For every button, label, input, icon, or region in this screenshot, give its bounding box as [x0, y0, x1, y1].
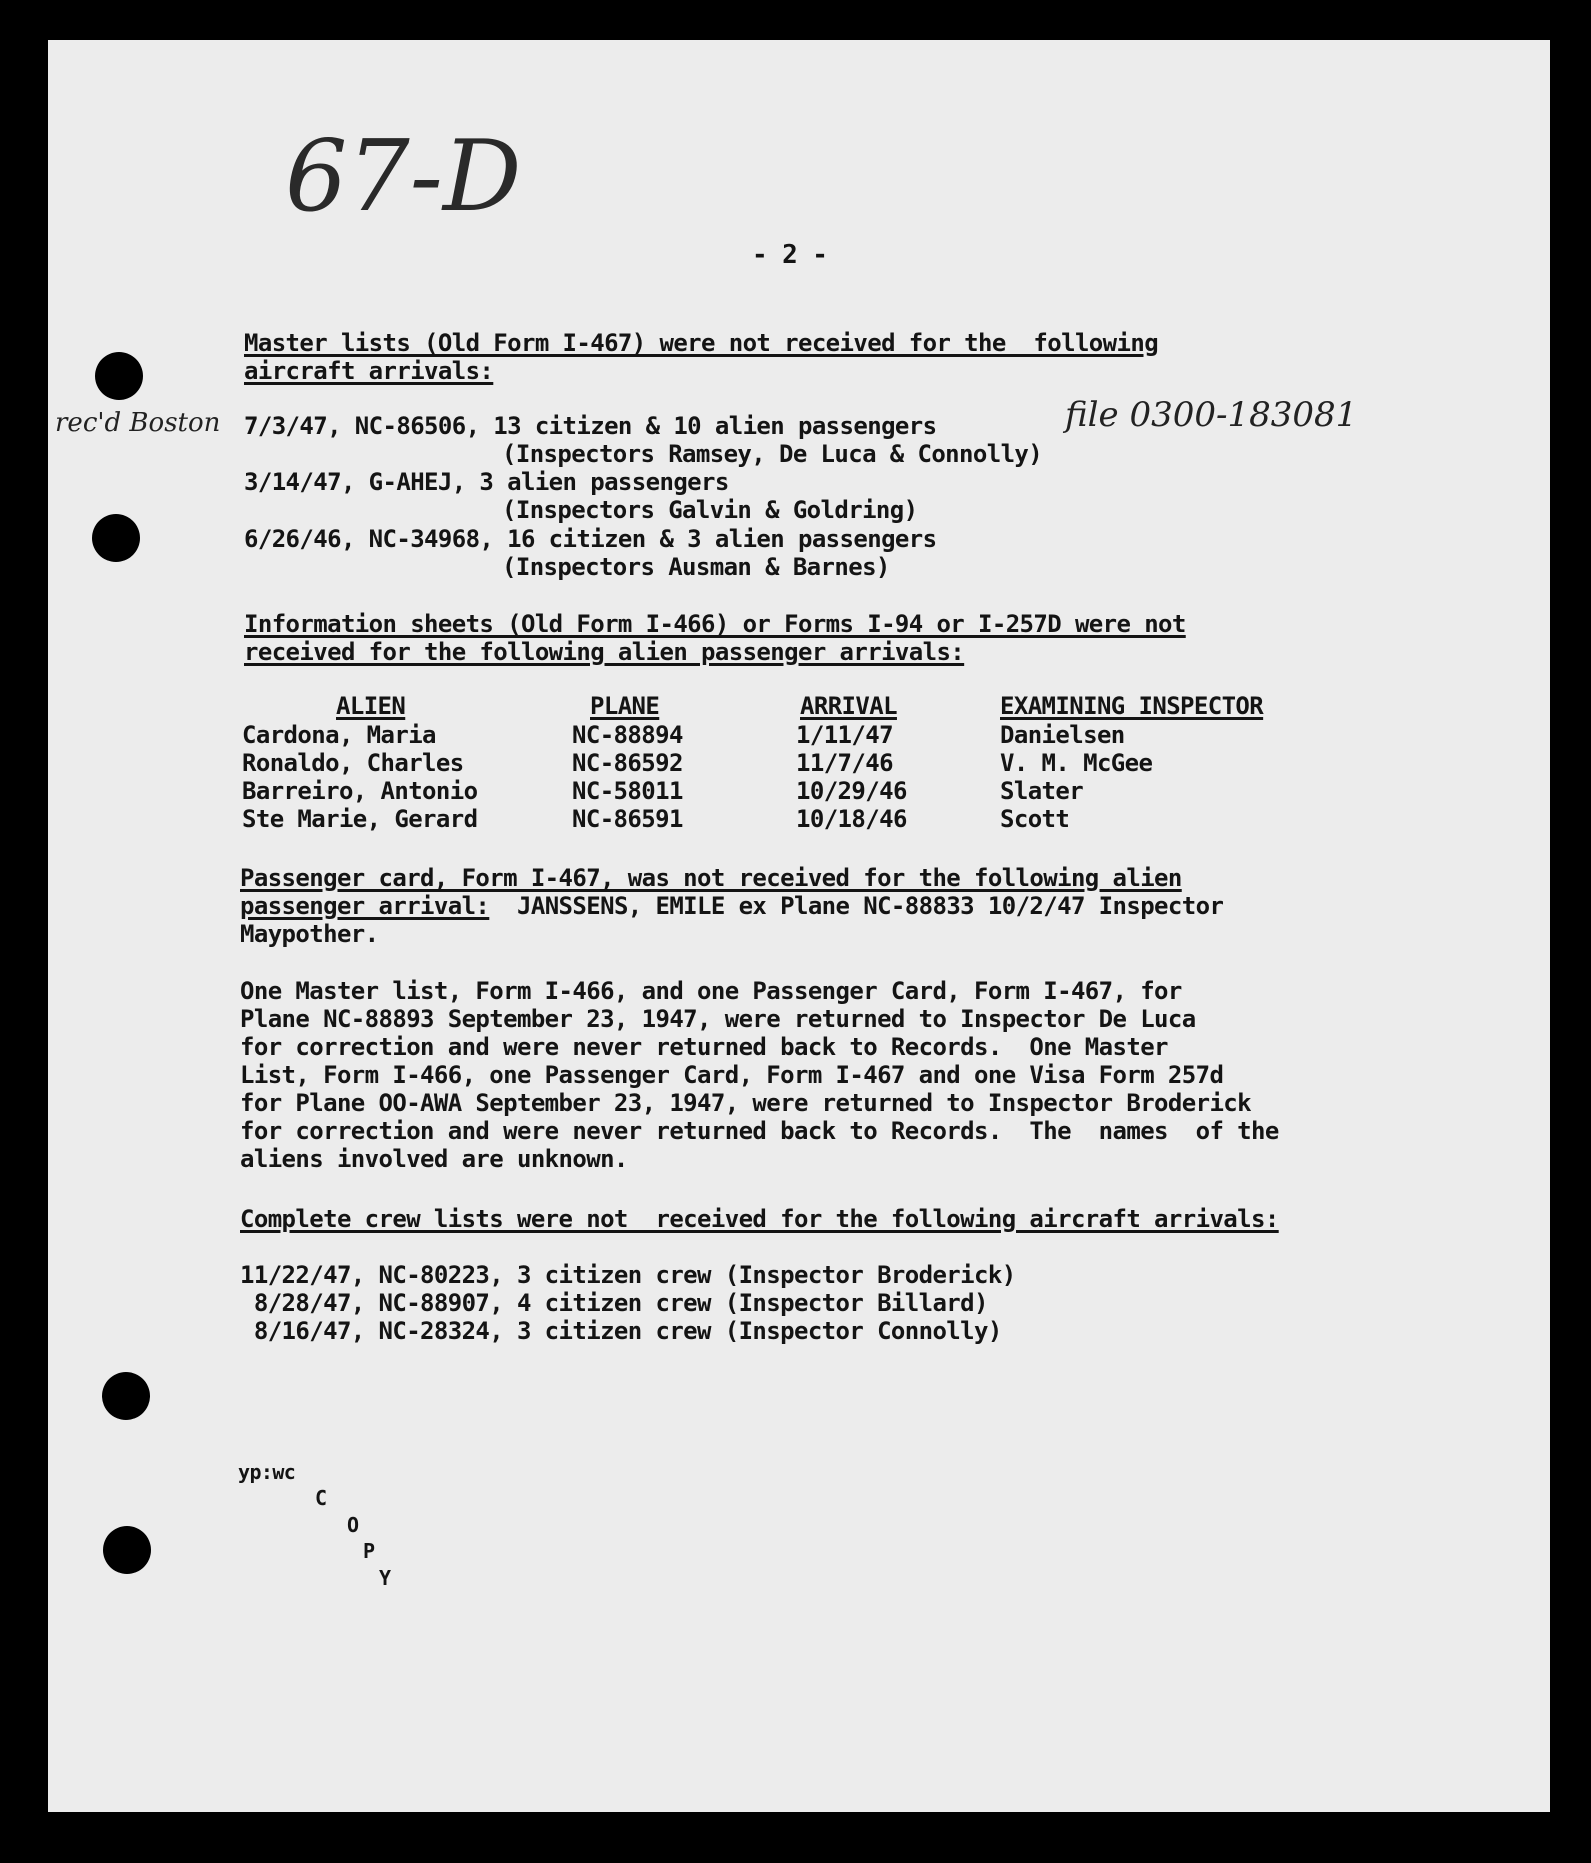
- master-list-entry-inspectors: (Inspectors Ramsey, De Luca & Connolly): [502, 440, 1043, 468]
- master-lists-heading-line2: aircraft arrivals:: [244, 357, 494, 385]
- handwritten-file-reference: file 0300-183081: [1065, 395, 1358, 435]
- page-number: - 2 -: [752, 240, 828, 270]
- copy-letter: C: [315, 1486, 327, 1510]
- copy-letter: Y: [379, 1566, 391, 1590]
- plane: NC-88894: [572, 721, 683, 749]
- master-list-entry-inspectors: (Inspectors Ausman & Barnes): [502, 553, 890, 581]
- paragraph-line: for correction and were never returned back to Records. The names of the: [240, 1117, 1279, 1145]
- column-header-examining-inspector: EXAMINING INSPECTOR: [1000, 692, 1264, 720]
- typist-initials: yp:wc: [238, 1460, 296, 1484]
- passenger-card-heading: Passenger card, Form I-467, was not received for the following alien: [240, 864, 1182, 892]
- master-lists-heading-line1: Master lists (Old Form I-467) were not received for the following: [244, 329, 1159, 357]
- arrival-date: 1/11/47: [796, 721, 893, 749]
- crew-list-entry: 11/22/47, NC-80223, 3 citizen crew (Inspector Broderick): [240, 1261, 1016, 1289]
- crew-list-entry: 8/16/47, NC-28324, 3 citizen crew (Inspector Connolly): [240, 1317, 1002, 1345]
- alien-name: Barreiro, Antonio: [242, 777, 478, 805]
- punch-hole: [95, 352, 143, 400]
- copy-letter: P: [363, 1539, 375, 1563]
- paragraph-line: One Master list, Form I-466, and one Passenger Card, Form I-467, for: [240, 977, 1182, 1005]
- paragraph-line: for correction and were never returned back to Records. One Master: [240, 1033, 1168, 1061]
- arrival-date: 11/7/46: [796, 749, 893, 777]
- info-sheets-heading-line1: Information sheets (Old Form I-466) or Forms I-94 or I-257D were not: [244, 610, 1186, 638]
- passenger-card-detail: JANSSENS, EMILE ex Plane NC-88833 10/2/47 Inspector: [489, 892, 1224, 920]
- handwritten-file-code: 67-D: [285, 120, 522, 234]
- paragraph-line: aliens involved are unknown.: [240, 1145, 628, 1173]
- punch-hole: [102, 1372, 150, 1420]
- alien-name: Ronaldo, Charles: [242, 749, 464, 777]
- column-header-plane: PLANE: [590, 692, 660, 720]
- examining-inspector: Slater: [1000, 777, 1084, 805]
- master-list-entry: 7/3/47, NC-86506, 13 citizen & 10 alien passengers: [244, 412, 937, 440]
- paragraph-line: for Plane OO-AWA September 23, 1947, were returned to Inspector Broderick: [240, 1089, 1251, 1117]
- info-sheets-heading-line2: received for the following alien passenger arrivals:: [244, 638, 965, 666]
- arrival-date: 10/18/46: [796, 805, 907, 833]
- arrival-date: 10/29/46: [796, 777, 907, 805]
- examining-inspector: Danielsen: [1000, 721, 1125, 749]
- examining-inspector: Scott: [1000, 805, 1070, 833]
- master-list-entry: 6/26/46, NC-34968, 16 citizen & 3 alien passengers: [244, 525, 937, 553]
- handwritten-margin-note: rec'd Boston: [55, 408, 221, 438]
- paragraph-line: Plane NC-88893 September 23, 1947, were returned to Inspector De Luca: [240, 1005, 1196, 1033]
- plane: NC-86591: [572, 805, 683, 833]
- column-header-arrival: ARRIVAL: [800, 692, 897, 720]
- copy-letter: O: [347, 1513, 359, 1537]
- passenger-card-line3: Maypother.: [240, 920, 379, 948]
- punch-hole: [92, 514, 140, 562]
- passenger-card-heading-end: passenger arrival:: [240, 892, 490, 920]
- alien-name: Ste Marie, Gerard: [242, 805, 478, 833]
- master-list-entry: 3/14/47, G-AHEJ, 3 alien passengers: [244, 468, 729, 496]
- plane: NC-58011: [572, 777, 683, 805]
- master-list-entry-inspectors: (Inspectors Galvin & Goldring): [502, 496, 918, 524]
- paragraph-line: List, Form I-466, one Passenger Card, Form I-467 and one Visa Form 257d: [240, 1061, 1224, 1089]
- alien-name: Cardona, Maria: [242, 721, 436, 749]
- column-header-alien: ALIEN: [336, 692, 406, 720]
- crew-lists-heading: Complete crew lists were not received for the following aircraft arrivals:: [240, 1205, 1279, 1233]
- examining-inspector: V. M. McGee: [1000, 749, 1153, 777]
- passenger-card-line2: [240, 894, 1223, 918]
- crew-list-entry: 8/28/47, NC-88907, 4 citizen crew (Inspector Billard): [240, 1289, 988, 1317]
- punch-hole: [103, 1526, 151, 1574]
- plane: NC-86592: [572, 749, 683, 777]
